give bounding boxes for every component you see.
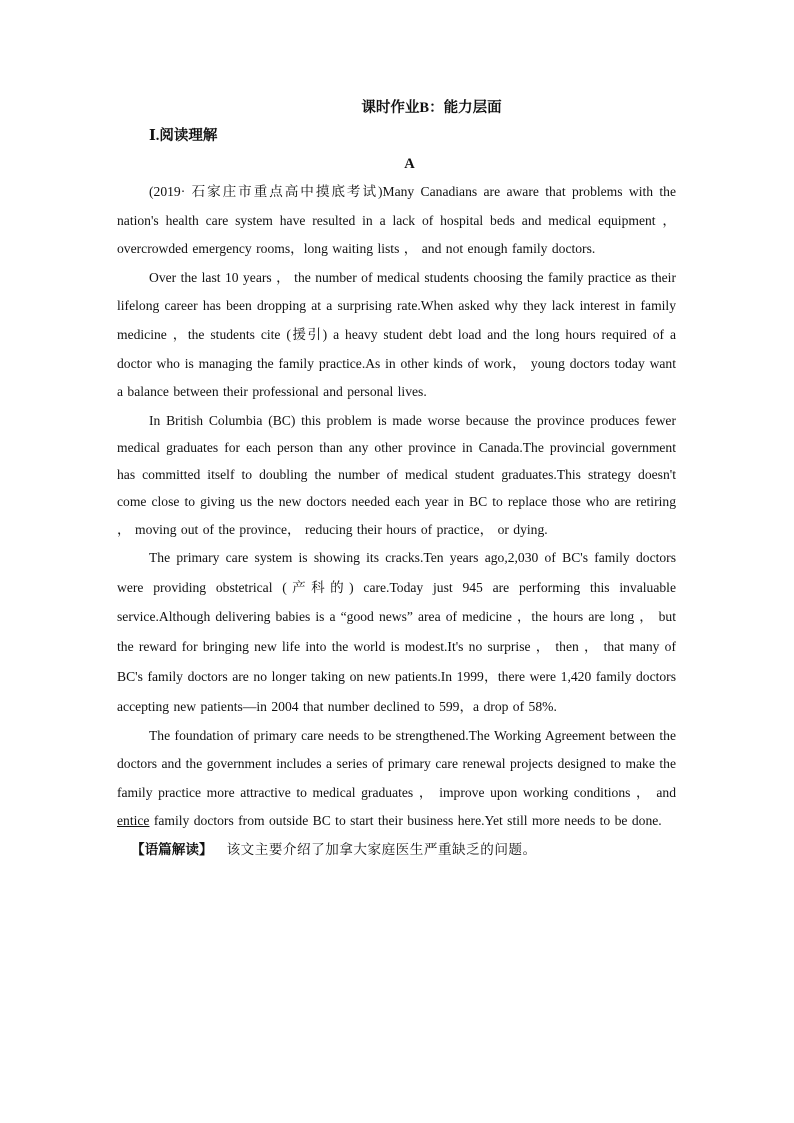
document-content [117,94,676,864]
paragraph-3: In British Columbia (BC) this problem is made worse because the province produces fewer medical graduates for each person than any other province in Canada.The provincial government has committed itself to doubling the number of medical student graduates.This strategy doesn't come close to giving us the new doctors needed each year in BC to replace those who are retiring ， moving out of the province， reducing their hours of practice， or dying. [117,412,676,537]
underlined-word: entice [117,813,150,829]
page-title: 课时作业B：能力层面 [361,100,502,116]
note-label: 【语篇解读】 [131,841,213,857]
paragraph-2: Over the last 10 years ， the number of medical students choosing the family practice as their lifelong career has been dropping at a surprising rate.When asked why they lack interest in family medicine ，the students cite (援引) a heavy student debt load and the long hours required of a doctor who is managing the family practice.As in other kinds of work， young doctors today want a balance between their professional and personal lives. [117,269,676,400]
note-text: 该文主要介绍了加拿大家庭医生严重缺乏的问题。 [226,841,537,857]
paragraph-4: The primary care system is showing its cracks.Ten years ago,2,030 of BC's family doctors were providing obstetrical (产科的) care.Today just 945 are performing this invaluable service.Although delivering babies is a “good news” area of medicine ，the hours are long ， but the reward for bringing new life into the world is modest.It's no surprise ， then ， that many of BC's family doctors are no longer taking on new patients.In 1999，there were 1,420 family doctors accepting new patients—in 2004 that number declined to 599，a drop of 58%. [117,549,676,714]
passage-label: A [404,156,415,172]
paragraph-5-text-before: The foundation of primary care needs to be strengthened.The Working Agreement between the doctors and the government includes a series of primary care renewal projects designed to make the family practice more attractive to medical graduates ， improve upon working conditions ， and [117,727,676,800]
discourse-note [117,836,676,864]
paragraph-5-text-after: family doctors from outside BC to start their business here.Yet still more needs to be done. [149,813,662,829]
paragraph-5 [117,722,676,836]
paragraph-1: (2019· 石家庄市重点高中摸底考试)Many Canadians are aware that problems with the nation's health care system have resulted in a lack of hospital beds and medical equipment ，overcrowded emergency rooms，long waiting lists ， and not enough family doctors. [117,184,676,257]
section-heading: Ⅰ.阅读理解 [149,128,218,144]
